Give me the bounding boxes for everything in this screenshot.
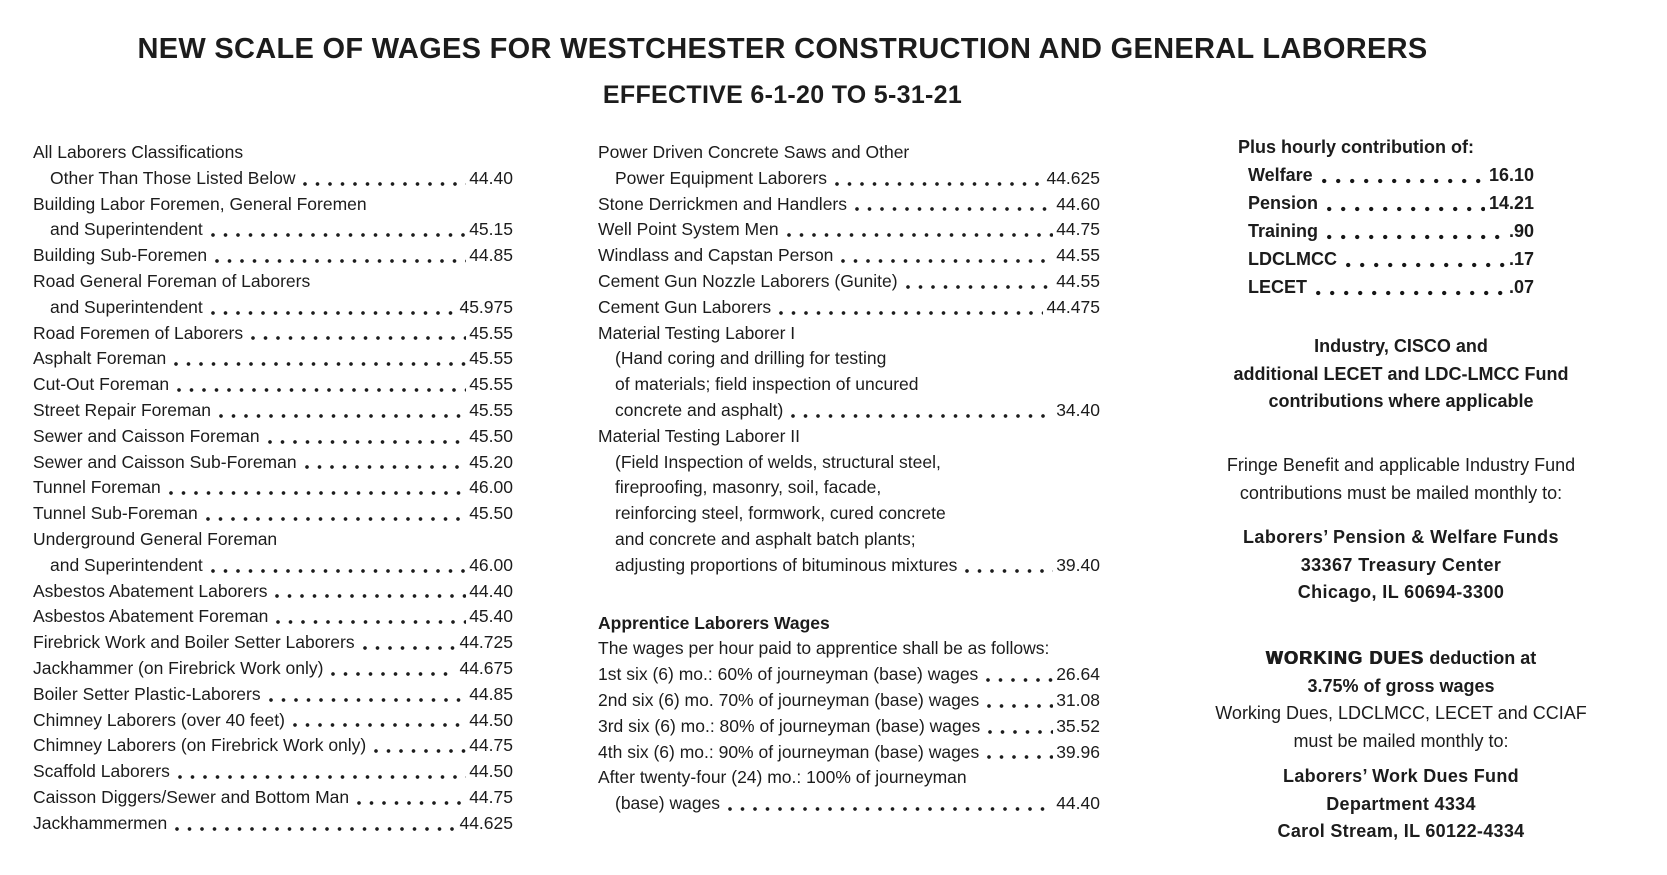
dot-leader	[987, 703, 1053, 709]
wage-value: 39.96	[1056, 741, 1100, 762]
wage-line	[33, 785, 513, 811]
address-line: Laborers’ Work Dues Fund	[1283, 766, 1519, 786]
wage-label: All Laborers Classifications	[33, 142, 244, 162]
wage-label: (Field Inspection of welds, structural steel,	[615, 451, 941, 472]
wage-line	[598, 501, 1100, 527]
wage-line	[33, 321, 513, 347]
wage-label: adjusting proportions of bituminous mixtures	[615, 554, 958, 575]
wage-value: 14.21	[1488, 193, 1534, 213]
wage-value: .07	[1508, 277, 1534, 297]
dot-leader	[276, 619, 466, 625]
page-title: NEW SCALE OF WAGES FOR WESTCHESTER CONSTRUCTION AND GENERAL LABORERS	[137, 33, 1428, 65]
apprentice-wage-line	[598, 714, 1100, 740]
wage-line	[598, 450, 1100, 476]
wage-line	[598, 553, 1100, 579]
industry-note-line: additional LECET and LDC-LMCC Fund	[1233, 363, 1569, 384]
wage-value: .17	[1508, 249, 1534, 269]
dot-leader	[174, 361, 466, 367]
wage-label: After twenty-four (24) mo.: 100% of journeyman	[598, 767, 967, 788]
wage-line	[598, 269, 1100, 295]
address-line: Chicago, IL 60694-3300	[1297, 582, 1505, 602]
wage-label: 4th six (6) mo.: 90% of journeyman (base) wages	[598, 741, 980, 762]
wage-line	[33, 475, 513, 501]
wage-line	[33, 140, 513, 166]
wage-label: and Superintendent	[50, 296, 203, 317]
apprentice-wage-line	[598, 740, 1100, 766]
dot-leader	[303, 181, 466, 187]
contributions-heading: Plus hourly contribution of:	[1238, 137, 1474, 157]
wage-line	[598, 295, 1100, 321]
wage-value: 34.40	[1056, 399, 1100, 420]
address-line: Department 4334	[1326, 793, 1476, 814]
working-dues-line: must be mailed monthly to:	[1293, 730, 1509, 751]
wage-line	[33, 166, 513, 192]
wage-line	[598, 372, 1100, 398]
wage-line	[33, 811, 513, 837]
wage-value: 45.40	[469, 606, 513, 627]
wage-label: Road General Foreman of Laborers	[33, 270, 311, 291]
wage-value: 46.00	[469, 477, 513, 498]
dot-leader	[169, 490, 466, 496]
wage-line	[598, 475, 1100, 501]
wage-value: 44.75	[1056, 219, 1100, 240]
wage-label: Street Repair Foreman	[33, 399, 211, 420]
apprentice-wage-line	[598, 765, 1100, 791]
address-line: Laborers’ Pension & Welfare Funds	[1243, 527, 1559, 547]
wage-value: 45.20	[469, 451, 513, 472]
wage-line	[33, 501, 513, 527]
dot-leader	[1316, 290, 1505, 296]
wage-label: Material Testing Laborer I	[598, 322, 796, 343]
dot-leader	[211, 568, 466, 574]
wage-line	[33, 604, 513, 630]
wage-line	[33, 372, 513, 398]
dot-leader	[1322, 178, 1485, 184]
apprentice-wage-line	[598, 662, 1100, 688]
wage-label: Asbestos Abatement Laborers	[33, 580, 268, 601]
wage-value: 45.55	[469, 322, 513, 343]
middle-wage-list	[598, 140, 1100, 579]
dot-leader	[835, 181, 1043, 187]
wage-line	[33, 295, 513, 321]
wage-line	[598, 243, 1100, 269]
effective-dates-subtitle: EFFECTIVE 6-1-20 TO 5-31-21	[602, 81, 963, 109]
wage-line	[33, 656, 513, 682]
wage-label: 2nd six (6) mo. 70% of journeyman (base) wages	[598, 689, 980, 710]
wage-label: reinforcing steel, formwork, cured concrete	[615, 503, 946, 524]
working-dues-block	[1215, 645, 1587, 755]
dot-leader	[987, 754, 1053, 760]
wage-label: Well Point System Men	[598, 219, 779, 240]
wage-line	[33, 450, 513, 476]
wage-value: 44.475	[1046, 296, 1100, 317]
wage-label: (base) wages	[615, 793, 721, 814]
wage-label: Windlass and Capstan Person	[598, 245, 834, 266]
wage-label: LECET	[1248, 277, 1308, 297]
wage-label: Asbestos Abatement Foreman	[33, 606, 269, 627]
wage-value: 44.85	[469, 683, 513, 704]
wage-line	[598, 166, 1100, 192]
wage-value: 44.50	[469, 761, 513, 782]
wage-value: 44.75	[469, 786, 513, 807]
wage-line	[33, 424, 513, 450]
contribution-line	[1215, 189, 1587, 217]
wage-value: 45.55	[469, 348, 513, 369]
dot-leader	[178, 774, 466, 780]
wage-value: 46.00	[469, 554, 513, 575]
dot-leader	[1327, 234, 1505, 240]
working-dues-line	[1215, 645, 1587, 673]
wage-line	[33, 398, 513, 424]
fringe-benefit-note	[1215, 452, 1587, 507]
wage-value: 45.975	[459, 296, 513, 317]
wage-value: 44.60	[1056, 193, 1100, 214]
wage-value: 44.75	[469, 735, 513, 756]
wage-label: Training	[1248, 221, 1319, 241]
wage-value: 35.52	[1056, 715, 1100, 736]
wage-label: Cut-Out Foreman	[33, 374, 170, 395]
wage-label: 3rd six (6) mo.: 80% of journeyman (base) wages	[598, 715, 981, 736]
dot-leader	[841, 258, 1053, 264]
wage-line	[33, 217, 513, 243]
wage-label: Chimney Laborers (over 40 feet)	[33, 709, 285, 730]
wage-value: 45.55	[469, 399, 513, 420]
wage-value: 16.10	[1488, 165, 1534, 185]
wage-label: Underground General Foreman	[33, 528, 278, 549]
wage-value: 44.725	[459, 632, 513, 653]
wage-line	[33, 708, 513, 734]
fringe-note-line: contributions must be mailed monthly to:	[1239, 482, 1563, 503]
wage-label: Cement Gun Laborers	[598, 296, 772, 317]
wage-value: 44.625	[1046, 167, 1100, 188]
wage-label: and Superintendent	[50, 219, 203, 240]
dot-leader	[791, 413, 1053, 419]
wage-line	[33, 553, 513, 579]
wage-line	[598, 192, 1100, 218]
wage-label: Sewer and Caisson Sub-Foreman	[33, 451, 297, 472]
dot-leader	[293, 722, 466, 728]
wage-line	[598, 140, 1100, 166]
industry-note-line: Industry, CISCO and	[1314, 336, 1488, 356]
wage-label: Jackhammer (on Firebrick Work only)	[33, 657, 324, 678]
contribution-line	[1215, 273, 1587, 301]
wage-value: 44.55	[1056, 245, 1100, 266]
wage-value: 45.15	[469, 219, 513, 240]
wage-line	[598, 321, 1100, 347]
industry-note	[1215, 333, 1587, 416]
dot-leader	[206, 516, 466, 522]
wage-value: .90	[1508, 221, 1534, 241]
wage-line	[33, 269, 513, 295]
contribution-line	[1215, 245, 1587, 273]
wage-label: 1st six (6) mo.: 60% of journeyman (base) wages	[598, 664, 979, 685]
dot-leader	[251, 335, 466, 341]
wage-line	[598, 217, 1100, 243]
wage-value: 31.08	[1056, 689, 1100, 710]
wage-label: of materials; field inspection of uncured	[615, 374, 919, 395]
dot-leader	[988, 729, 1053, 735]
working-dues-line: 3.75% of gross wages	[1307, 675, 1495, 696]
wage-label: Asphalt Foreman	[33, 348, 167, 369]
wage-label: Power Driven Concrete Saws and Other	[598, 142, 910, 162]
wage-label: Road Foremen of Laborers	[33, 322, 244, 343]
wage-line	[598, 398, 1100, 424]
wage-label: Jackhammermen	[33, 812, 168, 833]
wage-value: 44.40	[469, 580, 513, 601]
apprentice-wage-list	[598, 662, 1100, 817]
apprentice-section	[598, 611, 1100, 817]
wage-line	[33, 630, 513, 656]
wage-line	[33, 759, 513, 785]
wage-line	[33, 243, 513, 269]
wage-label: Scaffold Laborers	[33, 761, 170, 782]
dot-leader	[374, 748, 466, 754]
hourly-contributions-block	[1215, 133, 1587, 301]
wage-value: 44.55	[1056, 270, 1100, 291]
dot-leader	[177, 387, 466, 393]
wage-label: Sewer and Caisson Foreman	[33, 425, 260, 446]
dot-leader	[175, 826, 456, 832]
wage-label: fireproofing, masonry, soil, facade,	[615, 477, 882, 498]
wage-line	[33, 733, 513, 759]
wage-label: Tunnel Foreman	[33, 477, 161, 498]
dot-leader	[787, 232, 1054, 238]
left-wage-column	[33, 140, 513, 837]
wage-label: Building Labor Foremen, General Foremen	[33, 193, 367, 214]
dot-leader	[906, 284, 1054, 290]
dot-leader	[965, 568, 1053, 574]
wage-value: 45.50	[469, 503, 513, 524]
wage-label: Pension	[1248, 193, 1319, 213]
wage-value: 44.675	[459, 657, 513, 678]
apprentice-intro: The wages per hour paid to apprentice shall be as follows:	[598, 638, 1050, 659]
middle-wage-column	[598, 140, 1100, 817]
wage-label: Firebrick Work and Boiler Setter Laborers	[33, 632, 355, 653]
wage-value: 44.40	[1056, 793, 1100, 814]
wage-line	[598, 424, 1100, 450]
wage-value: 45.50	[469, 425, 513, 446]
wage-value: 45.55	[469, 374, 513, 395]
dot-leader	[331, 671, 456, 677]
dot-leader	[211, 232, 466, 238]
wage-line	[33, 346, 513, 372]
dot-leader	[779, 310, 1043, 316]
address-line: 33367 Treasury Center	[1300, 554, 1502, 575]
wage-label: (Hand coring and drilling for testing	[615, 348, 887, 369]
wage-label: Tunnel Sub-Foreman	[33, 503, 198, 524]
dot-leader	[1346, 262, 1505, 268]
dot-leader	[275, 593, 466, 599]
wage-value: 44.85	[469, 245, 513, 266]
industry-note-line: contributions where applicable	[1268, 391, 1534, 411]
working-dues-line: Working Dues, LDCLMCC, LECET and CCIAF	[1215, 703, 1587, 723]
dot-leader	[269, 697, 467, 703]
apprentice-wage-line	[598, 791, 1100, 817]
wage-value: 44.50	[469, 709, 513, 730]
wage-label: Welfare	[1248, 165, 1313, 185]
wage-label: Chimney Laborers (on Firebrick Work only)	[33, 735, 367, 756]
wage-line	[33, 527, 513, 553]
wage-label: Cement Gun Nozzle Laborers (Gunite)	[598, 270, 898, 291]
wage-line	[598, 346, 1100, 372]
dot-leader	[305, 464, 467, 470]
dot-leader	[728, 806, 1053, 812]
dot-leader	[1327, 206, 1485, 212]
pension-welfare-funds-address	[1215, 524, 1587, 607]
wage-label: and concrete and asphalt batch plants;	[615, 528, 916, 549]
working-dues-strong-text: WORKING DUES	[1265, 648, 1425, 668]
dot-leader	[855, 206, 1053, 212]
wage-label: Building Sub-Foremen	[33, 245, 208, 266]
dot-leader	[211, 310, 457, 316]
dot-leader	[215, 258, 466, 264]
wage-label: and Superintendent	[50, 554, 203, 575]
contribution-line	[1215, 161, 1587, 189]
apprentice-heading: Apprentice Laborers Wages	[598, 612, 830, 633]
dot-leader	[219, 413, 466, 419]
wage-line	[598, 527, 1100, 553]
wage-label: Material Testing Laborer II	[598, 425, 801, 446]
fringe-note-line: Fringe Benefit and applicable Industry Fund	[1226, 455, 1576, 475]
dot-leader	[357, 800, 466, 806]
wage-line	[33, 192, 513, 218]
work-dues-fund-address	[1215, 763, 1587, 846]
wage-label: Stone Derrickmen and Handlers	[598, 193, 848, 214]
wage-value: 44.40	[469, 167, 513, 188]
wage-line	[33, 682, 513, 708]
contributions-list	[1215, 161, 1587, 301]
wage-label: Caisson Diggers/Sewer and Bottom Man	[33, 786, 350, 807]
wage-label: Other Than Those Listed Below	[50, 167, 296, 188]
wage-line	[33, 579, 513, 605]
wage-label: concrete and asphalt)	[615, 399, 784, 420]
dot-leader	[268, 439, 467, 445]
wage-label: Power Equipment Laborers	[615, 167, 828, 188]
dot-leader	[986, 677, 1053, 683]
apprentice-wage-line	[598, 688, 1100, 714]
wage-value: 44.625	[459, 812, 513, 833]
wage-label: LDCLMCC	[1248, 249, 1337, 269]
wage-label: Boiler Setter Plastic-Laborers	[33, 683, 261, 704]
dot-leader	[363, 645, 457, 651]
wage-value: 39.40	[1056, 554, 1100, 575]
address-line: Carol Stream, IL 60122-4334	[1277, 821, 1525, 841]
working-dues-rest-text: deduction at	[1429, 648, 1537, 668]
wage-value: 26.64	[1056, 664, 1100, 685]
contribution-line	[1215, 217, 1587, 245]
